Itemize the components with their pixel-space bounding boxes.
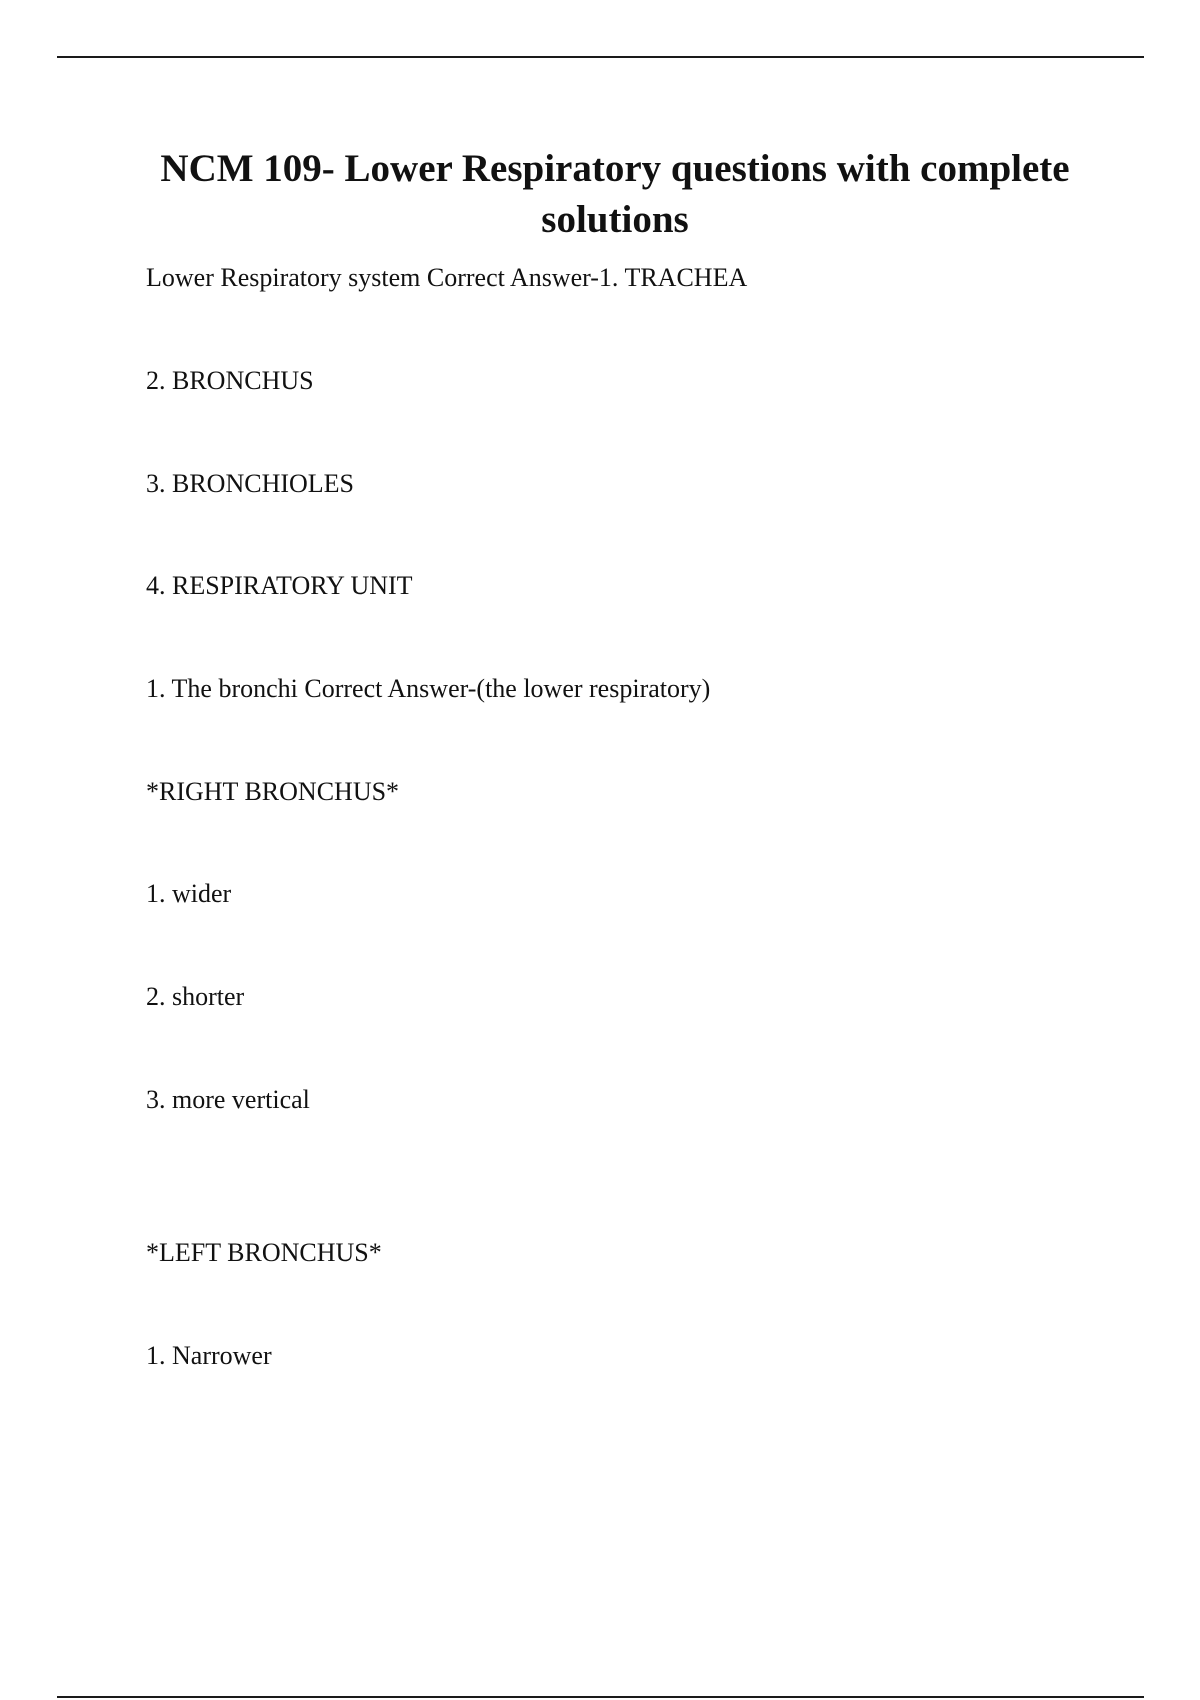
- text-line: 3. BRONCHIOLES: [146, 469, 355, 498]
- section-heading: *RIGHT BRONCHUS*: [146, 777, 400, 806]
- section-heading: *LEFT BRONCHUS*: [146, 1238, 382, 1267]
- header-rule: [57, 56, 1144, 58]
- text-line: 1. wider: [146, 879, 232, 908]
- text-line: 1. Narrower: [146, 1341, 272, 1370]
- text-line: 2. BRONCHUS: [146, 366, 314, 395]
- document-title: NCM 109- Lower Respiratory questions with complete solutions: [160, 147, 1070, 241]
- text-line: 4. RESPIRATORY UNIT: [146, 571, 413, 600]
- text-line: 2. shorter: [146, 982, 245, 1011]
- footer-rule: [57, 1696, 1144, 1698]
- text-line: Lower Respiratory system Correct Answer-1. TRACHEA: [146, 263, 748, 292]
- text-line: 3. more vertical: [146, 1085, 310, 1114]
- text-line: 1. The bronchi Correct Answer-(the lower respiratory): [146, 674, 711, 703]
